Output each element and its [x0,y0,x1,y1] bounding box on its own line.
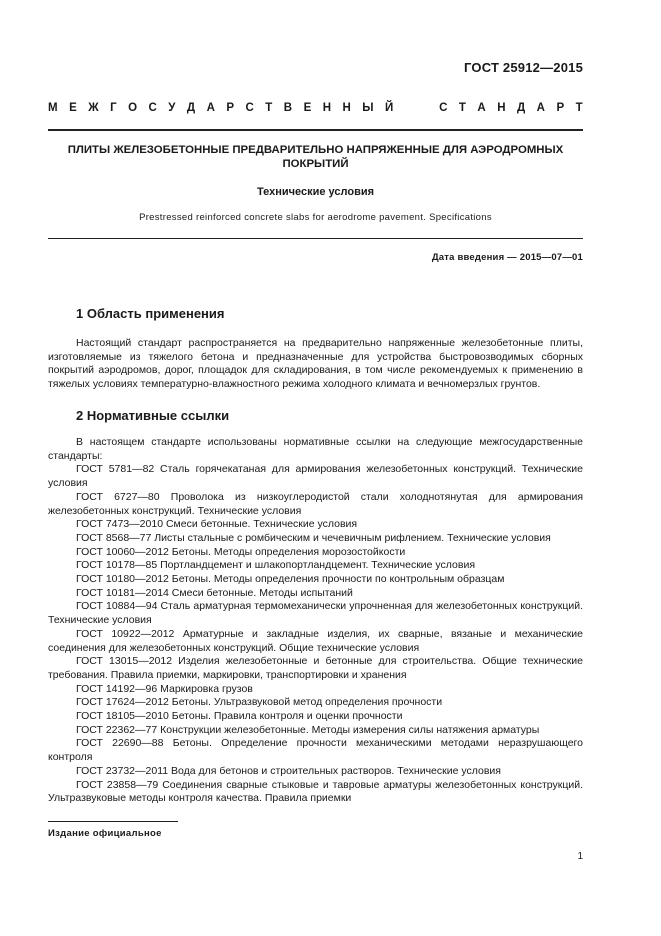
banner-letter: Ы [362,102,374,114]
reference-item: ГОСТ 13015—2012 Изделия железобетонные и бетонные для строительства. Общие технические требования. Правила приемки, маркировки, транспортировки и хранения [48,655,583,681]
reference-item: ГОСТ 10178—85 Портландцемент и шлакопортландцемент. Технические условия [76,559,476,572]
section-2-heading: 2 Нормативные ссылки [76,408,230,423]
title-rule [48,238,583,239]
banner-letter: Ж [88,102,99,114]
banner-letter: В [283,102,293,114]
banner-letter: А [477,102,486,114]
document-subtitle: Технические условия [256,186,375,198]
reference-item: ГОСТ 22362—77 Конструкции железобетонные. Методы измерения силы натяжения арматуры [76,723,540,736]
introduction-date: Дата введения — 2015—07—01 [431,252,583,263]
section-1-heading: 1 Область применения [76,306,225,321]
normative-references-list [48,463,583,806]
reference-item: ГОСТ 14192—96 Маркировка грузов [76,682,253,695]
section-1-paragraph: Настоящий стандарт распространяется на предварительно напряженные железобетонные плиты, изготовляемые из тяжелого бетона и предназначенные для устройства быстровозводимых сборных покрытий аэродромов, дорог, площадок для складирования, в том числе рекомендуемых к применению в тяжелых условиях температурно-влажностного режима холодного климата и вечномерзлых грунтов. [48,337,583,391]
reference-item: ГОСТ 10060—2012 Бетоны. Методы определения морозостойкости [76,545,406,558]
interstate-standard-banner [48,102,583,114]
banner-letter: Й [385,102,394,114]
banner-letter: Е [303,102,312,114]
banner-letter: С [245,102,254,114]
banner-letter: А [536,102,545,114]
banner-letter: О [128,102,138,114]
section-2-body [48,436,583,806]
english-title: Prestressed reinforced concrete slabs for aerodrome pavement. Specifications [139,212,492,223]
banner-letter: Г [110,102,117,114]
reference-item: ГОСТ 10884—94 Сталь арматурная термомеханически упрочненная для железобетонных конструкций. Технические условия [48,600,583,627]
reference-item: ГОСТ 23732—2011 Вода для бетонов и строительных растворов. Технические условия [76,764,501,777]
banner-letter: С [439,102,448,114]
banner-letter: Т [458,102,466,114]
header-rule [48,129,583,131]
official-edition-label: Издание официальное [48,828,162,839]
reference-item: ГОСТ 8568—77 Листы стальные с ромбическим и чечевичным рифлением. Технические условия [76,531,551,544]
document-code: ГОСТ 25912—2015 [464,60,583,75]
banner-letter: М [48,102,58,114]
reference-item: ГОСТ 10181—2014 Смеси бетонные. Методы испытаний [76,586,353,599]
section-2-intro: В настоящем стандарте использованы нормативные ссылки на следующие межгосударственные стандарты: [48,436,583,462]
reference-item: ГОСТ 23858—79 Соединения сварные стыковые и тавровые арматуры железобетонных конструкций. Ультразвуковые методы контроля качества. Правила приемки [48,778,583,805]
reference-item: ГОСТ 10922—2012 Арматурные и закладные изделия, их сварные, вязаные и механические соединения для железобетонных конструкций. Общие технические условия [48,627,583,654]
banner-letter: Т [575,102,583,114]
reference-item: ГОСТ 6727—80 Проволока из низкоуглеродистой стали холоднотянутая для армирования железобетонных конструкций. Технические условия [48,490,583,517]
banner-letter: У [168,102,176,114]
section-1-body [48,337,583,392]
footer-rule [48,821,178,822]
document-title: ПЛИТЫ ЖЕЛЕЗОБЕТОННЫЕ ПРЕДВАРИТЕЛЬНО НАПРЯЖЕННЫЕ ДЛЯ АЭРОДРОМНЫХ ПОКРЫТИЙ [67,144,564,170]
reference-item: ГОСТ 17624—2012 Бетоны. Ультразвуковой метод определения прочности [76,696,443,709]
banner-letter: Н [497,102,506,114]
banner-letter: Т [265,102,273,114]
page-number: 1 [577,851,583,862]
banner-letter: Н [322,102,332,114]
banner-letter: Р [226,102,235,114]
banner-letter: Д [186,102,196,114]
reference-item: ГОСТ 5781—82 Сталь горячекатаная для армирования железобетонных конструкций. Технические условия [48,463,583,490]
banner-letter: Е [69,102,77,114]
banner-letter: Д [516,102,526,114]
reference-item: ГОСТ 7473—2010 Смеси бетонные. Технические условия [76,518,358,531]
reference-item: ГОСТ 22690—88 Бетоны. Определение прочности механическими методами неразрушающего контроля [48,737,583,764]
banner-letter: Н [342,102,351,114]
banner-letter: С [148,102,157,114]
reference-item: ГОСТ 10180—2012 Бетоны. Методы определения прочности по контрольным образцам [76,573,505,586]
reference-item: ГОСТ 18105—2010 Бетоны. Правила контроля и оценки прочности [76,710,403,723]
banner-letter: Р [556,102,565,114]
banner-letter: А [206,102,215,114]
